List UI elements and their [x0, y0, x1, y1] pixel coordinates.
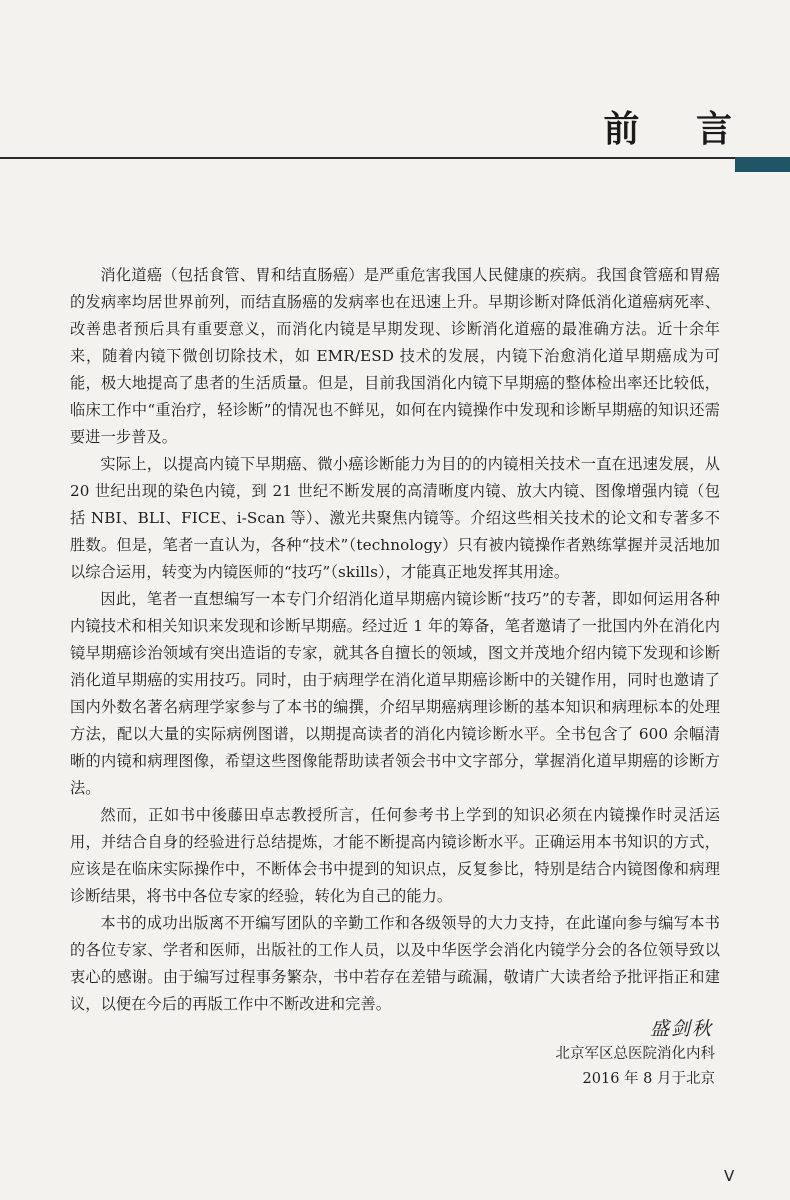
page-number: V	[724, 1167, 735, 1185]
page-title: 前 言	[603, 109, 754, 150]
paragraph-4: 然而，正如书中後藤田卓志教授所言，任何参考书上学到的知识必须在内镜操作时灵活运用，并结合自身的经验进行总结提炼，才能不断提高内镜诊断水平。正确运用本书知识的方式，应该是在临床实际操作中，不断体会书中提到的知识点，反复参比，特别是结合内镜图像和病理诊断结果，将书中各位专家的经验，转化为自己的能力。	[70, 806, 720, 905]
author-name: 盛剑秋	[649, 1018, 713, 1040]
header-accent-bar	[735, 157, 790, 172]
signature-block	[556, 1016, 716, 1092]
paragraph-5: 本书的成功出版离不开编写团队的辛勤工作和各级领导的大力支持，在此谨向参与编写本书的各位专家、学者和医师，出版社的工作人员，以及中华医学会消化内镜学分会的各位领导致以衷心的感谢。由于编写过程事务繁杂，书中若存在差错与疏漏，敬请广大读者给予批评指正和建议，以便在今后的再版工作中不断改进和完善。	[70, 914, 720, 1013]
paragraph-3: 因此，笔者一直想编写一本专门介绍消化道早期癌内镜诊断“技巧”的专著，即如何运用各种内镜技术和相关知识来发现和诊断早期癌。经过近 1 年的筹备，笔者邀请了一批国内外在消化内镜早期癌诊治领域有突出造诣的专家，就其各自擅长的领域，图文并茂地介绍内镜下发现和诊断消化道早期癌的实用技巧。同时，由于病理学在消化道早期癌诊断中的关键作用，同时也邀请了国内外数名著名病理学家参与了本书的编撰，介绍早期癌病理诊断的基本知识和病理标本的处理方法，配以大量的实际病例图谱，以期提高读者的消化内镜诊断水平。全书包含了 600 余幅清晰的内镜和病理图像，希望这些图像能帮助读者领会书中文字部分，掌握消化道早期癌的诊断方法。	[70, 590, 720, 797]
author-affiliation: 北京军区总医院消化内科	[555, 1046, 715, 1062]
paragraph-1: 消化道癌（包括食管、胃和结直肠癌）是严重危害我国人民健康的疾病。我国食管癌和胃癌的发病率均居世界前列，而结直肠癌的发病率也在迅速上升。早期诊断对降低消化道癌病死率、改善患者预后具有重要意义，而消化内镜是早期发现、诊断消化道癌的最准确方法。近十余年来，随着内镜下微创切除技术，如 EMR/ESD 技术的发展，内镜下治愈消化道早期癌成为可能，极大地提高了患者的生活质量。但是，目前我国消化内镜下早期癌的整体检出率还比较低，临床工作中“重治疗，轻诊断”的情况也不鲜见，如何在内镜操作中发现和诊断早期癌的知识还需要进一步普及。	[70, 266, 720, 446]
preface-body	[70, 262, 720, 1018]
header-rule	[0, 157, 790, 159]
signature-date: 2016 年 8 月于北京	[582, 1071, 715, 1087]
paragraph-2: 实际上，以提高内镜下早期癌、微小癌诊断能力为目的的内镜相关技术一直在迅速发展，从 20 世纪出现的染色内镜，到 21 世纪不断发展的高清晰度内镜、放大内镜、图像增强内镜（包括 NBI、BLI、FICE、i-Scan 等）、激光共聚焦内镜等。介绍这些相关技术的论文和专著多不胜数。但是，笔者一直认为，各种“技术”（technology）只有被内镜操作者熟练掌握并灵活地加以综合运用，转变为内镜医师的“技巧”（skills），才能真正地发挥其用途。	[70, 455, 720, 581]
